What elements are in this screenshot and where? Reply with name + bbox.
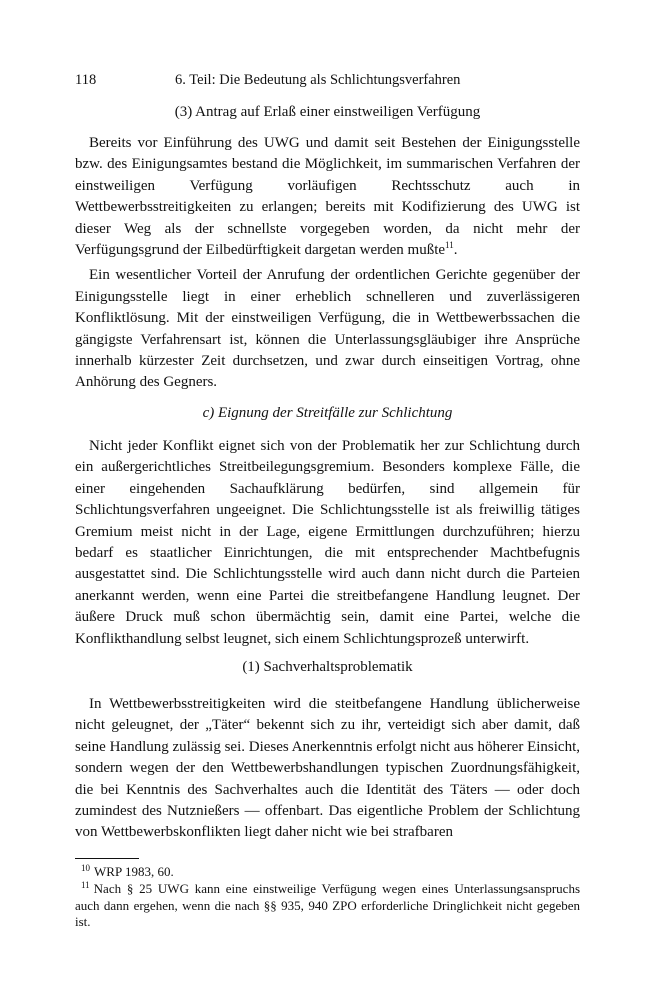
section-heading: (3) Antrag auf Erlaß einer einstweiligen Verfügung <box>174 104 481 120</box>
subsection-heading: c) Eignung der Streitfälle zur Schlichtung <box>202 405 453 421</box>
footnote-text: WRP 1983, 60. <box>94 864 174 879</box>
paragraph-2: Ein wesentlicher Vorteil der Anrufung der ordentlichen Gerichte gegenüber der Einigungsstelle liegt in einer erheblich schnelleren und zuverlässigeren Konfliktlösung. Mit der einstweiligen Verfügung, die in Wettbewerbssachen die gängigste Verfahrensart ist, können die Unterlassungsgläubiger ihre Ansprüche innerhalb kürzester Zeit durchsetzen, und zwar durch einseitigen Vortrag, ohne Anhörung des Gegners. <box>75 267 580 391</box>
paragraph-1-tail: . <box>453 242 458 259</box>
footnote-ref-11: 11 <box>445 240 454 251</box>
paragraph-3-text: Nicht jeder Konflikt eignet sich von der Problematik her zur Schlichtung durch ein außergerichtliches Streitbeilegungsgremium. Besonders komplexe Fälle, die einer eingehenden Sachaufklärung bedürfen, sind allgemein für Schlichtungsverfahren ungeeignet. Die Schlichtungsstelle ist als freiwillig tätiges Gremium meist nicht in der Lage, eigene Ermittlungen durchzuführen; hierzu bedarf es staatlicher Einrichtungen, die mit entsprechender Machtbefugnis ausgestattet sind. Die Schlichtungsstelle wird auch dann nicht durch die Parteien anerkannt werden, wenn eine Partei die streitbefangene Handlung leugnet. Der äußere Druck muß schon übermächtig sein, damit eine Partei, welche die Konflikthandlung selbst leugnet, sich einem Schlichtungsprozeß unterwirft. <box>75 438 580 647</box>
footnote-number: 10 <box>81 862 90 873</box>
footnote-text: Nach § 25 UWG kann eine einstweilige Verfügung wegen eines Unterlassungsanspruchs auch dann ergehen, wenn die nach §§ 935, 940 ZPO erforderliche Dringlichkeit nicht gegeben ist. <box>75 881 580 929</box>
paragraph-1-text: Bereits vor Einführung des UWG und damit seit Bestehen der Einigungsstelle bzw. des Einigungsamtes bestand die Möglichkeit, im summarischen Verfahren der einstweiligen Verfügung vorläufigen Rechtsschutz auch in Wettbewerbsstreitigkeiten zu erlangen; bereits mit Kodifizierung des UWG ist dieser Weg als der schnellste vorgegeben worden, da nicht mehr der Verfügungsgrund der Eilbedürftigkeit dargetan werden mußte <box>75 135 580 259</box>
text-block-1 <box>75 133 580 394</box>
page-number: 118 <box>75 72 97 88</box>
paragraph-3 <box>75 436 580 650</box>
footnote-11 <box>75 881 580 931</box>
paragraph-1 <box>75 133 580 261</box>
sub-heading-sachverhalt: (1) Sachverhaltsproblematik <box>242 659 413 675</box>
footnote-number: 11 <box>81 879 90 890</box>
paragraph-4 <box>75 694 580 844</box>
footnote-10 <box>75 864 580 881</box>
running-title: 6. Teil: Die Bedeutung als Schlichtungsverfahren <box>175 72 461 88</box>
footnote-separator <box>75 858 139 859</box>
paragraph-4-text: In Wettbewerbsstreitigkeiten wird die steitbefangene Handlung üblicherweise nicht geleugnet, der „Täter“ bekennt sich zu ihr, verteidigt sich aber damit, daß seine Handlung zulässig sei. Dieses Anerkenntnis erfolgt nicht aus höherer Einsicht, sondern wegen der den Wettbewerbshandlungen typischen Zuordnungsfähigkeit, die bei Kenntnis des Sachverhaltes auch die Identität des Täters — oder doch zumindest des Nutznießers — offenbart. Das eigentliche Problem der Schlichtung von Wettbewerbskonflikten liegt daher nicht wie bei strafbaren <box>75 696 580 841</box>
